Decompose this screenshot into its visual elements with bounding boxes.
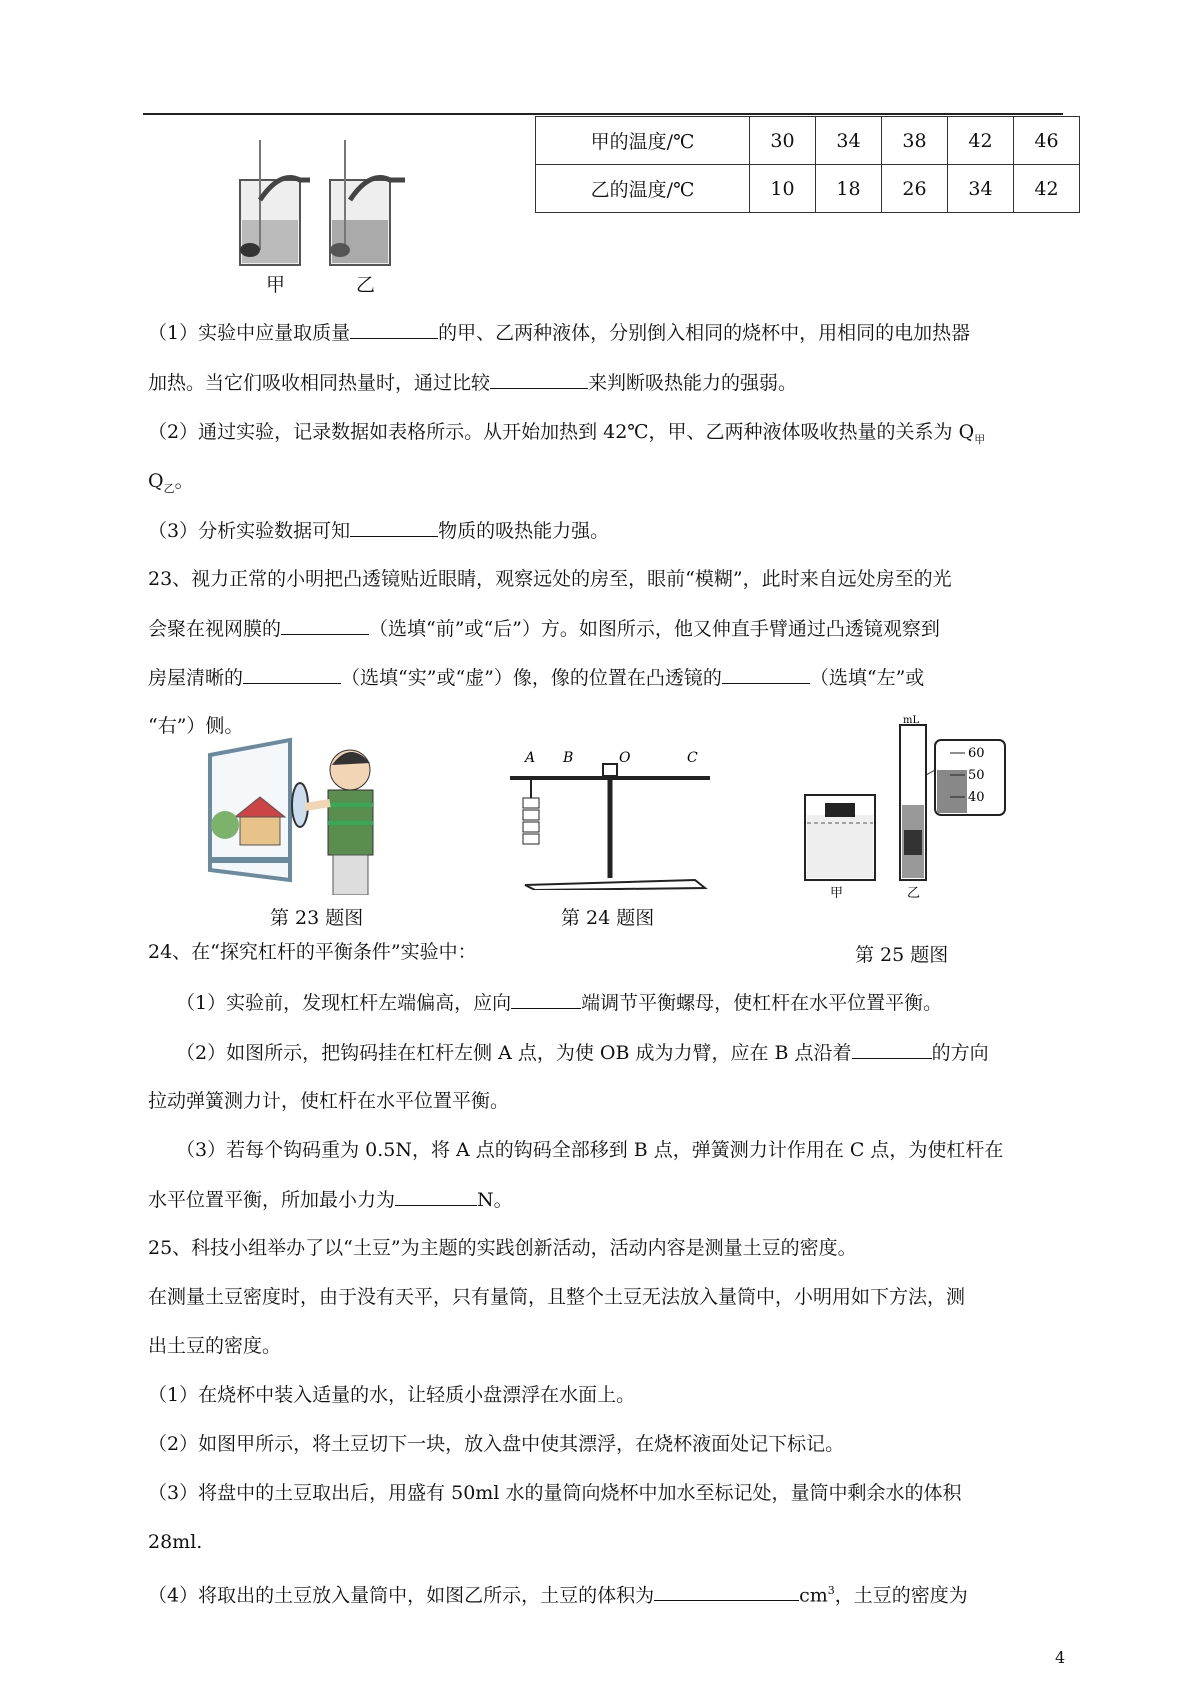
q25-step3: （3）将盘中的土豆取出后，用盛有 50ml 水的量筒向烧杯中加水至标记处，量筒中剩余水的体积 [148,1482,962,1504]
text: （2）如图所示，把钩码挂在杠杆左侧 A 点，为使 OB 成为力臂，应在 B 点沿着 [176,1042,852,1064]
fig25-label-jia: 甲 [830,886,844,900]
fig25-label-yi: 乙 [907,886,921,900]
page-number: 4 [1055,1648,1066,1667]
lever-label-o: O [619,750,631,766]
answer-blank[interactable] [511,990,581,1009]
text: 来判断吸热能力的强弱。 [588,372,798,394]
text: 物质的吸热能力强。 [438,520,610,542]
table-cell: 30 [750,117,816,165]
text: 端调节平衡螺母，使杠杆在水平位置平衡。 [581,992,943,1014]
text: （2）通过实验，记录数据如表格所示。从开始加热到 42℃，甲、乙两种液体吸收热量的关系为 Q [148,421,975,443]
text: （选填“实”或“虚”）像，像的位置在凸透镜的 [341,667,722,689]
q22-part1 [148,320,970,345]
beaker-label-jia: 甲 [266,274,286,296]
q25-step3-cont: 28ml. [148,1531,203,1553]
q23-line4: “右”）侧。 [148,715,244,737]
table-cell: 46 [1014,117,1080,165]
q22-part3 [148,518,609,543]
row-label: 乙的温度/℃ [536,165,750,213]
q24-part1 [176,990,942,1015]
table-cell: 38 [882,117,948,165]
fig24-lever [505,740,715,890]
q25-line3: 出土豆的密度。 [148,1335,282,1357]
answer-blank[interactable] [654,1582,799,1601]
fig25-cylinder [800,715,1030,900]
answer-blank[interactable] [395,1187,477,1206]
answer-blank[interactable] [722,665,810,684]
q25-title: 25、科技小组举办了以“土豆”为主题的实践创新活动，活动内容是测量土豆的密度。 [148,1237,857,1259]
text: （选填“左”或 [809,667,925,689]
q23-line2 [148,616,940,641]
q22-part1-cont [148,370,797,395]
fig23-caption: 第 23 题图 [270,907,364,929]
superscript: 3 [827,1584,835,1597]
table-cell: 10 [750,165,816,213]
q24-title: 24、在“探究杠杆的平衡条件”实验中： [148,941,477,963]
table-row [536,165,1080,213]
text: cm [799,1584,828,1607]
table-row [536,117,1080,165]
lever-label-a: A [525,750,536,766]
text: （1）实验中应量取质量 [148,322,351,344]
q24-part2 [176,1040,989,1065]
text: 加热。当它们吸收相同热量时，通过比较 [148,372,491,394]
fig23-boy-lens [200,735,400,895]
text: （选填“前”或“后”）方。如图所示，他又伸直手臂通过凸透镜观察到 [369,618,940,640]
q22-part2-cont [148,469,194,501]
text: 。 [174,470,194,492]
temperature-table [535,116,1080,213]
beaker-label-yi: 乙 [356,274,376,296]
row-label: 甲的温度/℃ [536,117,750,165]
q24-part2-cont: 拉动弹簧测力计，使杠杆在水平位置平衡。 [148,1090,510,1112]
text: （3）分析实验数据可知 [148,520,351,542]
table-cell: 26 [882,165,948,213]
table-cell: 42 [948,117,1014,165]
cylinder-unit: mL [903,715,920,726]
zoom-tick-50: 50 [968,768,985,783]
text: （1）实验前，发现杠杆左端偏高，应向 [176,992,512,1014]
table-cell: 18 [816,165,882,213]
text: （4）将取出的土豆放入量筒中，如图乙所示，土豆的体积为 [148,1584,655,1607]
lever-label-b: B [563,750,574,766]
text: 会聚在视网膜的 [148,618,282,640]
text: Q [148,470,164,492]
q23-line1: 23、视力正常的小明把凸透镜贴近眼睛，观察远处的房至，眼前“模糊”，此时来自远处房至的光 [148,568,952,590]
q25-step1: （1）在烧杯中装入适量的水，让轻质小盘漂浮在水面上。 [148,1384,636,1406]
beakers-figure [230,140,430,290]
subscript: 乙 [163,481,175,495]
zoom-tick-40: 40 [968,790,985,805]
table-cell: 34 [816,117,882,165]
text: 的甲、乙两种液体，分别倒入相同的烧杯中，用相同的电加热器 [438,322,971,344]
q22-part2 [148,420,985,452]
table-cell: 34 [948,165,1014,213]
zoom-tick-60: 60 [968,746,985,761]
q23-line3 [148,665,924,690]
answer-blank[interactable] [350,518,438,537]
fig24-caption: 第 24 题图 [561,907,655,929]
q24-part3-cont [148,1187,513,1212]
fig25-caption: 第 25 题图 [855,944,949,966]
subscript: 甲 [974,432,986,446]
answer-blank[interactable] [281,616,369,635]
q25-step2: （2）如图甲所示，将土豆切下一块，放入盘中使其漂浮，在烧杯液面处记下标记。 [148,1433,845,1455]
header-rule [143,113,1063,115]
answer-blank[interactable] [243,665,341,684]
table-cell: 42 [1014,165,1080,213]
answer-blank[interactable] [350,320,438,339]
answer-blank[interactable] [490,370,588,389]
q24-part3: （3）若每个钩码重为 0.5N，将 A 点的钩码全部移到 B 点，弹簧测力计作用在 C 点，为使杠杆在 [176,1139,1004,1161]
q25-step4 [148,1579,968,1607]
text: 的方向 [931,1042,989,1064]
answer-blank[interactable] [852,1040,932,1059]
text: ，土豆的密度为 [834,1584,968,1607]
lever-label-c: C [687,750,698,766]
text: 房屋清晰的 [148,667,244,689]
text: 水平位置平衡，所加最小力为 [148,1189,396,1211]
text: N。 [477,1189,513,1211]
q25-line2: 在测量土豆密度时，由于没有天平，只有量筒，且整个土豆无法放入量筒中，小明用如下方法，测 [148,1286,966,1308]
